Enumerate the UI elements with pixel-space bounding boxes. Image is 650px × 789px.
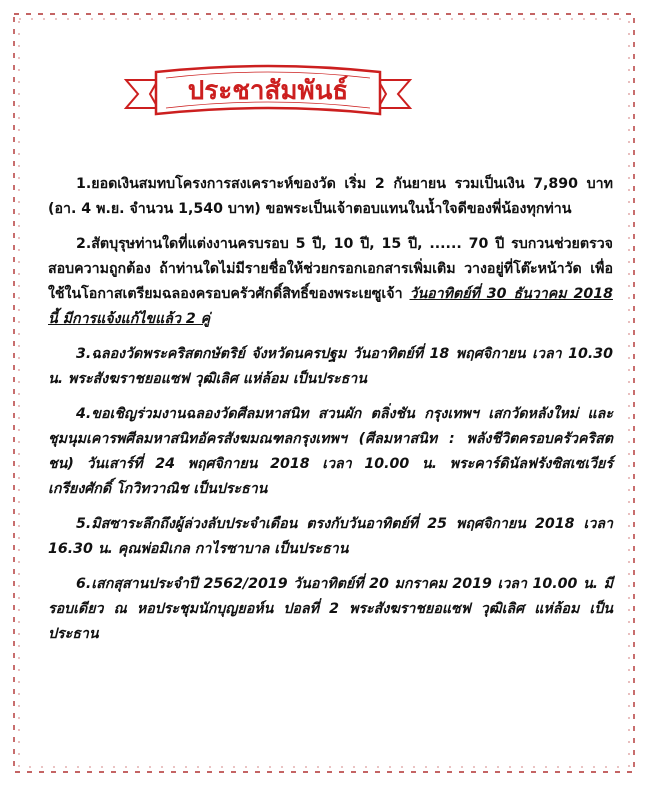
announcement-note: วันอาทิตย์ที่ 30 ธันวาคม 2018 นี้ มีการแจ้งแก้ไขแล้ว 2 คู่ — [48, 286, 613, 327]
announcement-item-6 — [48, 572, 613, 647]
announcement-text: 4.ขอเชิญร่วมงานฉลองวัดศีลมหาสนิท สวนผัก ตลิ่งชัน กรุงเทพฯ เสกวัดหลังใหม่ และชุมนุมเคารพศีลมหาสนิทอัครสังฆมณฑลกรุงเทพฯ (ศีลมหาสนิท : พลังชีวิตครอบครัวคริสตชน) วันเสาร์ที่ 24 พฤศจิกายน 2018 เวลา 10.00 น. พระคาร์ดินัลฟรังซิสเซเวียร์ เกรียงศักดิ์ โกวิทวาณิช เป็นประธาน — [48, 406, 613, 497]
announcement-text: 5.มิสซาระลึกถึงผู้ล่วงลับประจำเดือน ตรงกับวันอาทิตย์ที่ 25 พฤศจิกายน 2018 เวลา 16.30 น. คุณพ่อมิเกล กาไรซาบาล เป็นประธาน — [48, 516, 613, 557]
announcement-text: 3.ฉลองวัดพระคริสตกษัตริย์ จังหวัดนครปฐม วันอาทิตย์ที่ 18 พฤศจิกายน เวลา 10.30 น. พระสังฆราชยอแซฟ วุฒิเลิศ แห่ล้อม เป็นประธาน — [48, 346, 613, 387]
announcement-text: 2.สัตบุรุษท่านใดที่แต่งงานครบรอบ 5 ปี, 10 ปี, 15 ปี, ...... 70 ปี รบกวนช่วยตรวจสอบความถูกต้อง ถ้าท่านใดไม่มีรายชื่อให้ช่วยกรอกเอกสารเพิ่มเติม วางอยู่ที่โต๊ะหน้าวัด เพื่อใช้ในโอกาสเตรียมฉลองครอบครัวศักดิ์สิทธิ์ของพระเยซูเจ้า — [48, 236, 613, 302]
announcement-text: 1.ยอดเงินสมทบโครงการสงเคราะห์ของวัด เริ่ม 2 กันยายน รวมเป็นเงิน 7,890 บาท (อา. 4 พ.ย. จำนวน 1,540 บาท) ขอพระเป็นเจ้าตอบแทนในน้ำใจดีของพี่น้องทุกท่าน — [48, 176, 613, 217]
announcement-list — [48, 172, 613, 657]
page-title: ประชาสัมพันธ์ — [187, 76, 349, 106]
title-banner — [118, 58, 418, 134]
announcement-item-1 — [48, 172, 613, 222]
announcement-item-2 — [48, 232, 613, 332]
announcement-item-4 — [48, 402, 613, 502]
announcement-text: 6.เสกสุสานประจำปี 2562/2019 วันอาทิตย์ที่ 20 มกราคม 2019 เวลา 10.00 น. มีรอบเดียว ณ หอประชุมนักบุญยอห์น ปอลที่ 2 พระสังฆราชยอแซฟ วุฒิเลิศ แห่ล้อม เป็นประธาน — [48, 576, 613, 642]
announcement-item-5 — [48, 512, 613, 562]
announcement-item-3 — [48, 342, 613, 392]
